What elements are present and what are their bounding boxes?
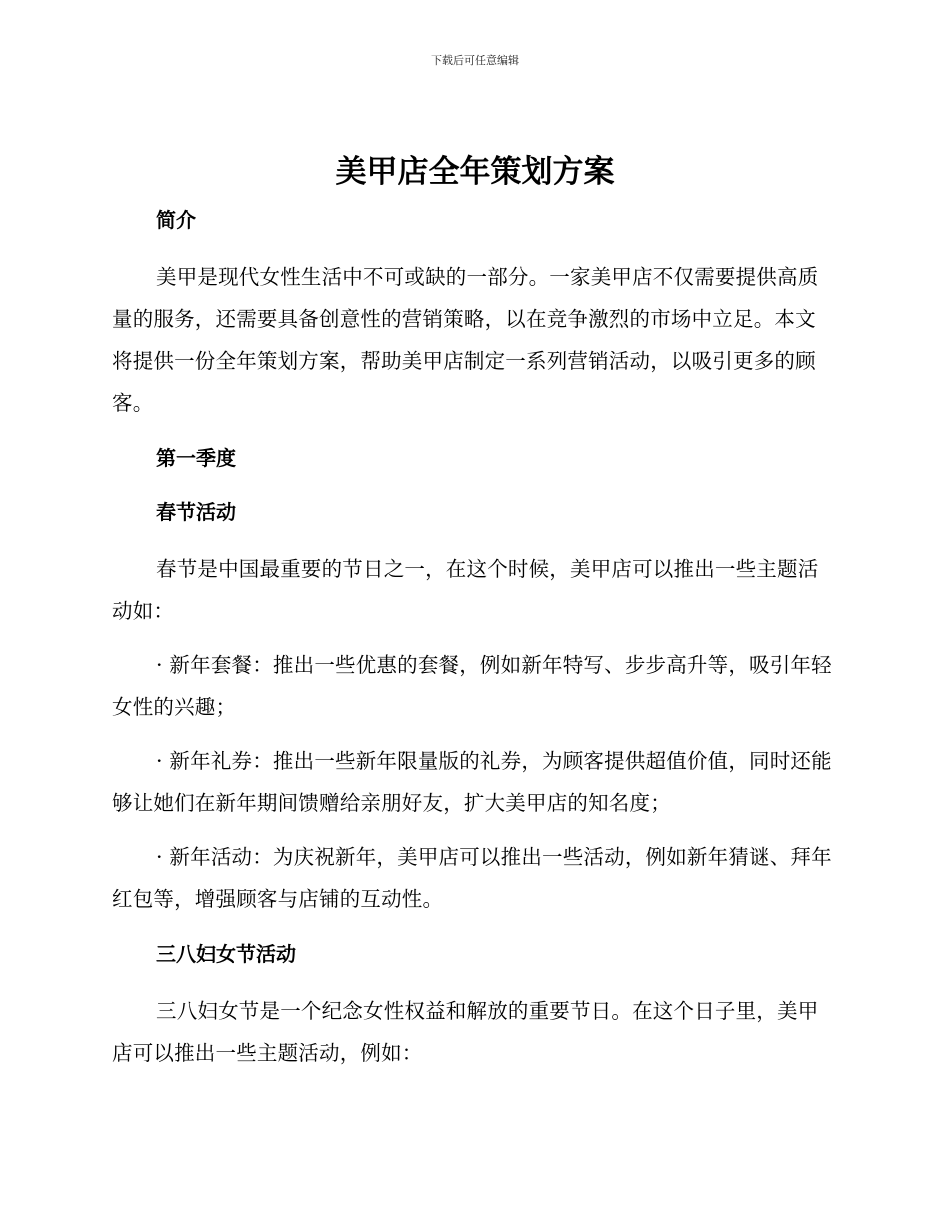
section-heading-intro: 简介 [156,208,196,232]
subsection-heading-womens-day: 三八妇女节活动 [156,942,296,966]
intro-paragraph: 美甲是现代女性生活中不可或缺的一部分。一家美甲店不仅需要提供高质量的服务，还需要具备创意性的营销策略，以在竞争激烈的市场中立足。本文将提供一份全年策划方案，帮助美甲店制定一系列营销活动，以吸引更多的顾客。 [112,265,819,415]
womens-day-paragraph: 三八妇女节是一个纪念女性权益和解放的重要节日。在这个日子里，美甲店可以推出一些主题活动，例如： [112,999,819,1065]
section-heading-q1: 第一季度 [156,446,236,470]
spring-festival-paragraph: 春节是中国最重要的节日之一，在这个时候，美甲店可以推出一些主题活动如： [112,557,819,623]
document-body [112,202,834,1074]
list-item: · 新年活动：为庆祝新年，美甲店可以推出一些活动，例如新年猜谜、拜年红包等，增强顾客与店铺的互动性。 [112,845,832,911]
subsection-heading-spring-festival: 春节活动 [156,500,236,524]
list-item: · 新年套餐：推出一些优惠的套餐，例如新年特写、步步高升等，吸引年轻女性的兴趣； [112,653,832,719]
document-title: 美甲店全年策划方案 [335,154,615,190]
page-header-note: 下载后可任意编辑 [431,54,519,67]
list-item: · 新年礼券：推出一些新年限量版的礼券，为顾客提供超值价值，同时还能够让她们在新年期间馈赠给亲朋好友，扩大美甲店的知名度； [112,749,832,815]
